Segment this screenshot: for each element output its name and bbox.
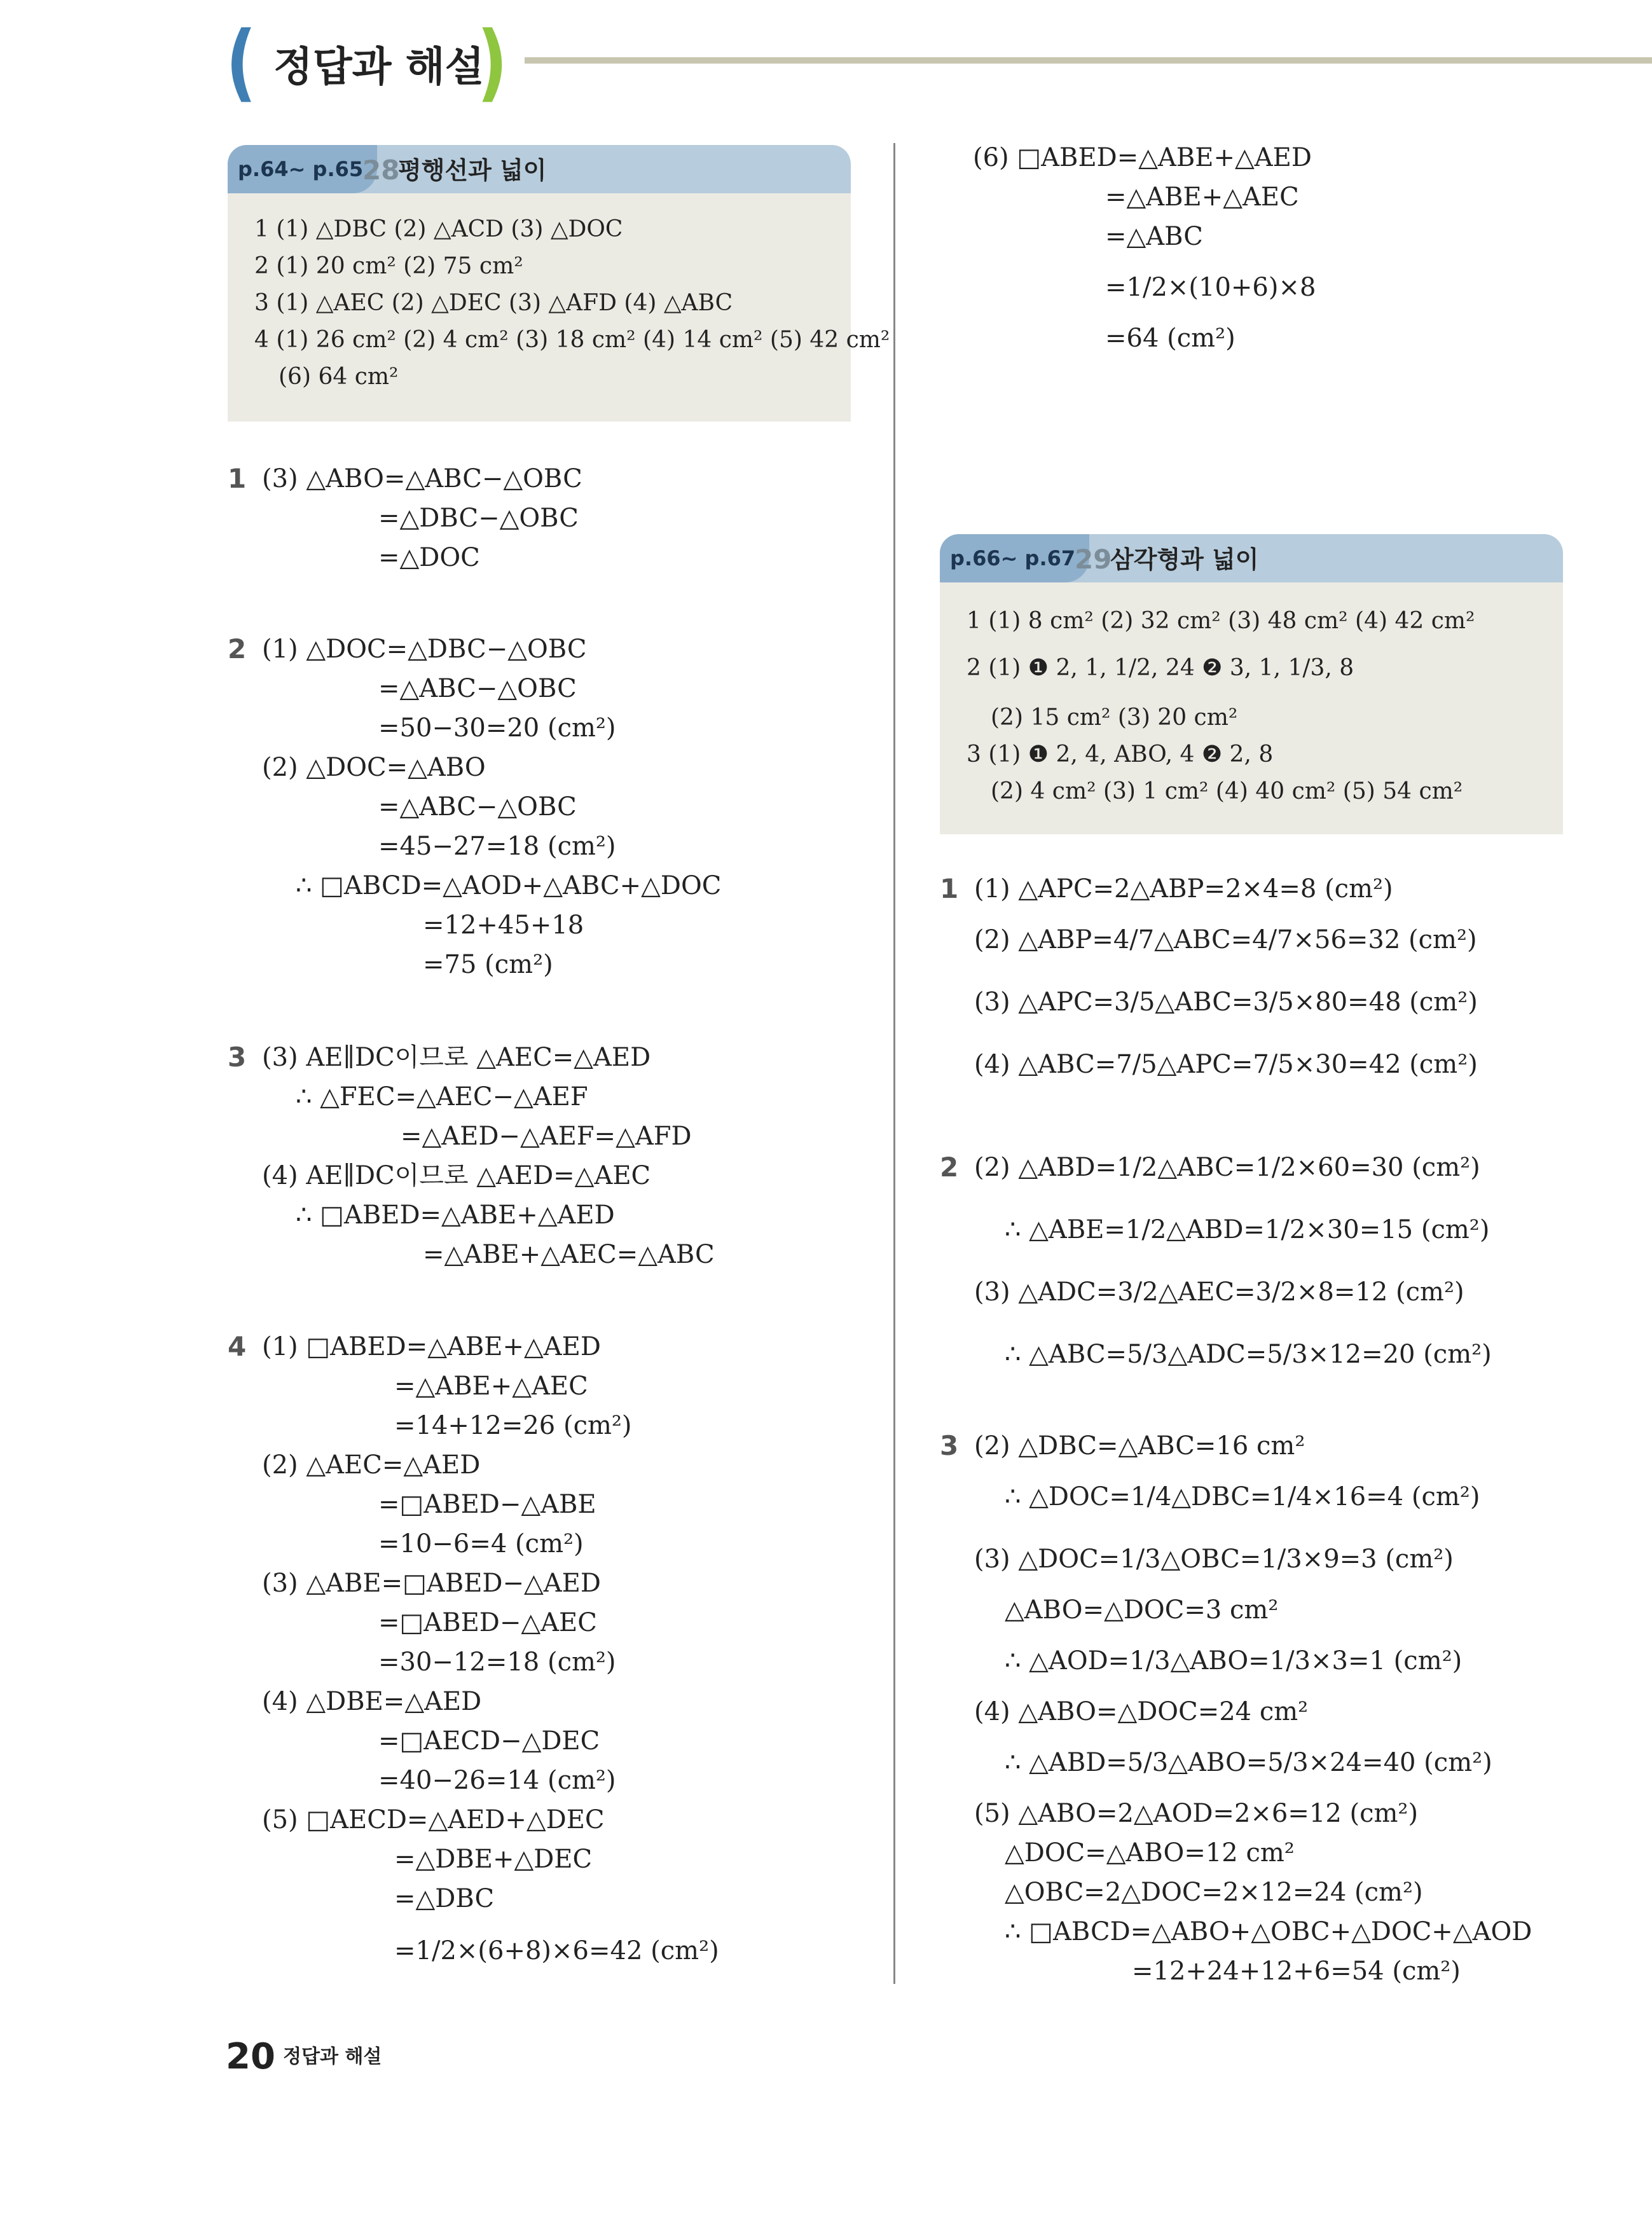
- solution-line: =△DBE+△DEC: [394, 1845, 593, 1874]
- solution-line: =45−27=18 (cm²): [378, 832, 616, 861]
- solution-line: =△ABE+△AEC=△ABC: [423, 1240, 715, 1269]
- solution-line: △OBC=2△DOC=2×12=24 (cm²): [1005, 1878, 1423, 1907]
- solution-line: (4) △ABC=7/5△APC=7/5×30=42 (cm²): [974, 1050, 1478, 1079]
- solution-line: (2) △DOC=△ABO: [262, 753, 486, 782]
- solution-line: ∴ △FEC=△AEC−△AEF: [296, 1082, 588, 1112]
- answer-line: 2 (1) ❶ 2, 1, 1/2, 24 ❷ 3, 1, 1/3, 8: [967, 655, 1354, 681]
- solution-line: =14+12=26 (cm²): [394, 1411, 632, 1440]
- solution-line: =64 (cm²): [1105, 324, 1236, 353]
- answer-line: 4 (1) 26 cm² (2) 4 cm² (3) 18 cm² (4) 14 cm² (5) 42 cm²: [254, 327, 890, 353]
- solution-line: (4) △DBE=△AED: [262, 1687, 482, 1716]
- solution-line: =1/2×(6+8)×6=42 (cm²): [394, 1936, 719, 1965]
- solution-line: ∴ □ABED=△ABE+△AED: [296, 1201, 615, 1230]
- solution-line: (4) AE∥DC이므로 △AED=△AEC: [262, 1161, 651, 1190]
- solution-line: ∴ △ABC=5/3△ADC=5/3×12=20 (cm²): [1005, 1340, 1492, 1369]
- header-rule: [525, 57, 1652, 64]
- solution-line: (3) AE∥DC이므로 △AEC=△AED: [262, 1043, 651, 1072]
- problem-number: 1: [940, 873, 959, 904]
- solution-line: =30−12=18 (cm²): [378, 1648, 616, 1677]
- solution-line: =△AED−△AEF=△AFD: [401, 1122, 692, 1151]
- header-title: 정답과 해설: [273, 44, 485, 91]
- column-divider: [893, 143, 895, 1984]
- solution-line: (6) □ABED=△ABE+△AED: [973, 143, 1312, 172]
- solution-line: (3) △ABE=□ABED−△AED: [262, 1569, 601, 1598]
- answer-line: (2) 15 cm² (3) 20 cm²: [991, 705, 1238, 731]
- solution-line: =□ABED−△ABE: [378, 1490, 596, 1519]
- problem-number: 4: [228, 1331, 247, 1362]
- page-range-tag: p.66~ p.67: [940, 534, 1089, 582]
- solution-line: =△DBC−△OBC: [378, 504, 579, 533]
- solution-line: (5) △ABO=2△AOD=2×6=12 (cm²): [974, 1799, 1419, 1828]
- solution-line: (2) △ABD=1/2△ABC=1/2×60=30 (cm²): [974, 1153, 1480, 1182]
- solution-line: =△DOC: [378, 543, 480, 572]
- solution-line: (3) △ADC=3/2△AEC=3/2×8=12 (cm²): [974, 1277, 1464, 1307]
- solution-line: ∴ △AOD=1/3△ABO=1/3×3=1 (cm²): [1005, 1646, 1463, 1676]
- answer-line: (6) 64 cm²: [279, 364, 399, 390]
- solution-line: (3) △DOC=1/3△OBC=1/3×9=3 (cm²): [974, 1545, 1454, 1574]
- solution-line: =△ABC−△OBC: [378, 792, 577, 822]
- solution-line: (2) △DBC=△ABC=16 cm²: [974, 1431, 1305, 1461]
- page-range-tag: p.64~ p.65: [228, 145, 377, 193]
- solution-line: ∴ □ABCD=△AOD+△ABC+△DOC: [296, 871, 722, 900]
- solution-line: =△ABC−△OBC: [378, 674, 577, 703]
- answer-box-29: [940, 534, 1563, 834]
- solution-line: =40−26=14 (cm²): [378, 1766, 616, 1795]
- solution-line: =12+24+12+6=54 (cm²): [1132, 1957, 1461, 1986]
- problem-number: 2: [228, 633, 247, 664]
- solution-line: =10−6=4 (cm²): [378, 1529, 584, 1559]
- right-bracket-icon: ): [477, 13, 508, 111]
- solution-line: (3) △APC=3/5△ABC=3/5×80=48 (cm²): [974, 988, 1478, 1017]
- solution-line: (1) △APC=2△ABP=2×4=8 (cm²): [974, 874, 1393, 904]
- solution-line: =50−30=20 (cm²): [378, 713, 616, 743]
- answer-line: 3 (1) △AEC (2) △DEC (3) △AFD (4) △ABC: [254, 290, 733, 316]
- answer-line: 1 (1) 8 cm² (2) 32 cm² (3) 48 cm² (4) 42 cm²: [967, 608, 1475, 634]
- answer-line: (2) 4 cm² (3) 1 cm² (4) 40 cm² (5) 54 cm²: [991, 778, 1463, 804]
- solution-line: ∴ △ABD=5/3△ABO=5/3×24=40 (cm²): [1005, 1748, 1492, 1777]
- problem-number: 2: [940, 1152, 959, 1183]
- solution-line: =□ABED−△AEC: [378, 1608, 597, 1637]
- section-number: 29: [1075, 544, 1112, 575]
- problem-number: 1: [228, 463, 247, 494]
- section-title: 평행선과 넓이: [398, 156, 547, 184]
- answer-line: 3 (1) ❶ 2, 4, ABO, 4 ❷ 2, 8: [967, 741, 1274, 767]
- solution-line: △ABO=△DOC=3 cm²: [1005, 1595, 1279, 1625]
- answer-box-28: [228, 145, 890, 422]
- left-bracket-icon: (: [226, 13, 257, 111]
- solution-line: (3) △ABO=△ABC−△OBC: [262, 464, 582, 493]
- solution-line: =△DBC: [394, 1884, 495, 1913]
- solution-line: △DOC=△ABO=12 cm²: [1005, 1838, 1295, 1868]
- problem-number: 3: [940, 1430, 959, 1461]
- solution-line: =75 (cm²): [423, 950, 553, 979]
- solution-line: (2) △ABP=4/7△ABC=4/7×56=32 (cm²): [974, 925, 1477, 954]
- footer-label: 정답과 해설: [283, 2046, 382, 2068]
- page-header: [226, 13, 1652, 111]
- solution-line: =12+45+18: [423, 911, 584, 940]
- page-number: 20: [226, 2036, 275, 2077]
- answer-line: 1 (1) △DBC (2) △ACD (3) △DOC: [254, 216, 623, 242]
- answer-line: 2 (1) 20 cm² (2) 75 cm²: [254, 253, 523, 279]
- solution-line: =1/2×(10+6)×8: [1105, 273, 1316, 302]
- solution-line: (2) △AEC=△AED: [262, 1450, 481, 1480]
- solution-line: (1) □ABED=△ABE+△AED: [262, 1332, 601, 1361]
- section-title: 삼각형과 넓이: [1110, 546, 1259, 574]
- solution-line: ∴ △ABE=1/2△ABD=1/2×30=15 (cm²): [1005, 1215, 1490, 1244]
- solution-line: =△ABE+△AEC: [394, 1372, 588, 1401]
- solution-line: =□AECD−△DEC: [378, 1726, 600, 1756]
- solution-line: =△ABE+△AEC: [1105, 182, 1299, 212]
- solution-line: (4) △ABO=△DOC=24 cm²: [974, 1697, 1309, 1726]
- solution-line: =△ABC: [1105, 222, 1203, 251]
- solution-line: (5) □AECD=△AED+△DEC: [262, 1805, 605, 1834]
- problem-number: 3: [228, 1042, 247, 1073]
- solution-line: ∴ △DOC=1/4△DBC=1/4×16=4 (cm²): [1005, 1482, 1480, 1511]
- section-number: 28: [362, 155, 400, 186]
- solution-line: (1) △DOC=△DBC−△OBC: [262, 635, 587, 664]
- solution-line: ∴ □ABCD=△ABO+△OBC+△DOC+△AOD: [1005, 1917, 1532, 1946]
